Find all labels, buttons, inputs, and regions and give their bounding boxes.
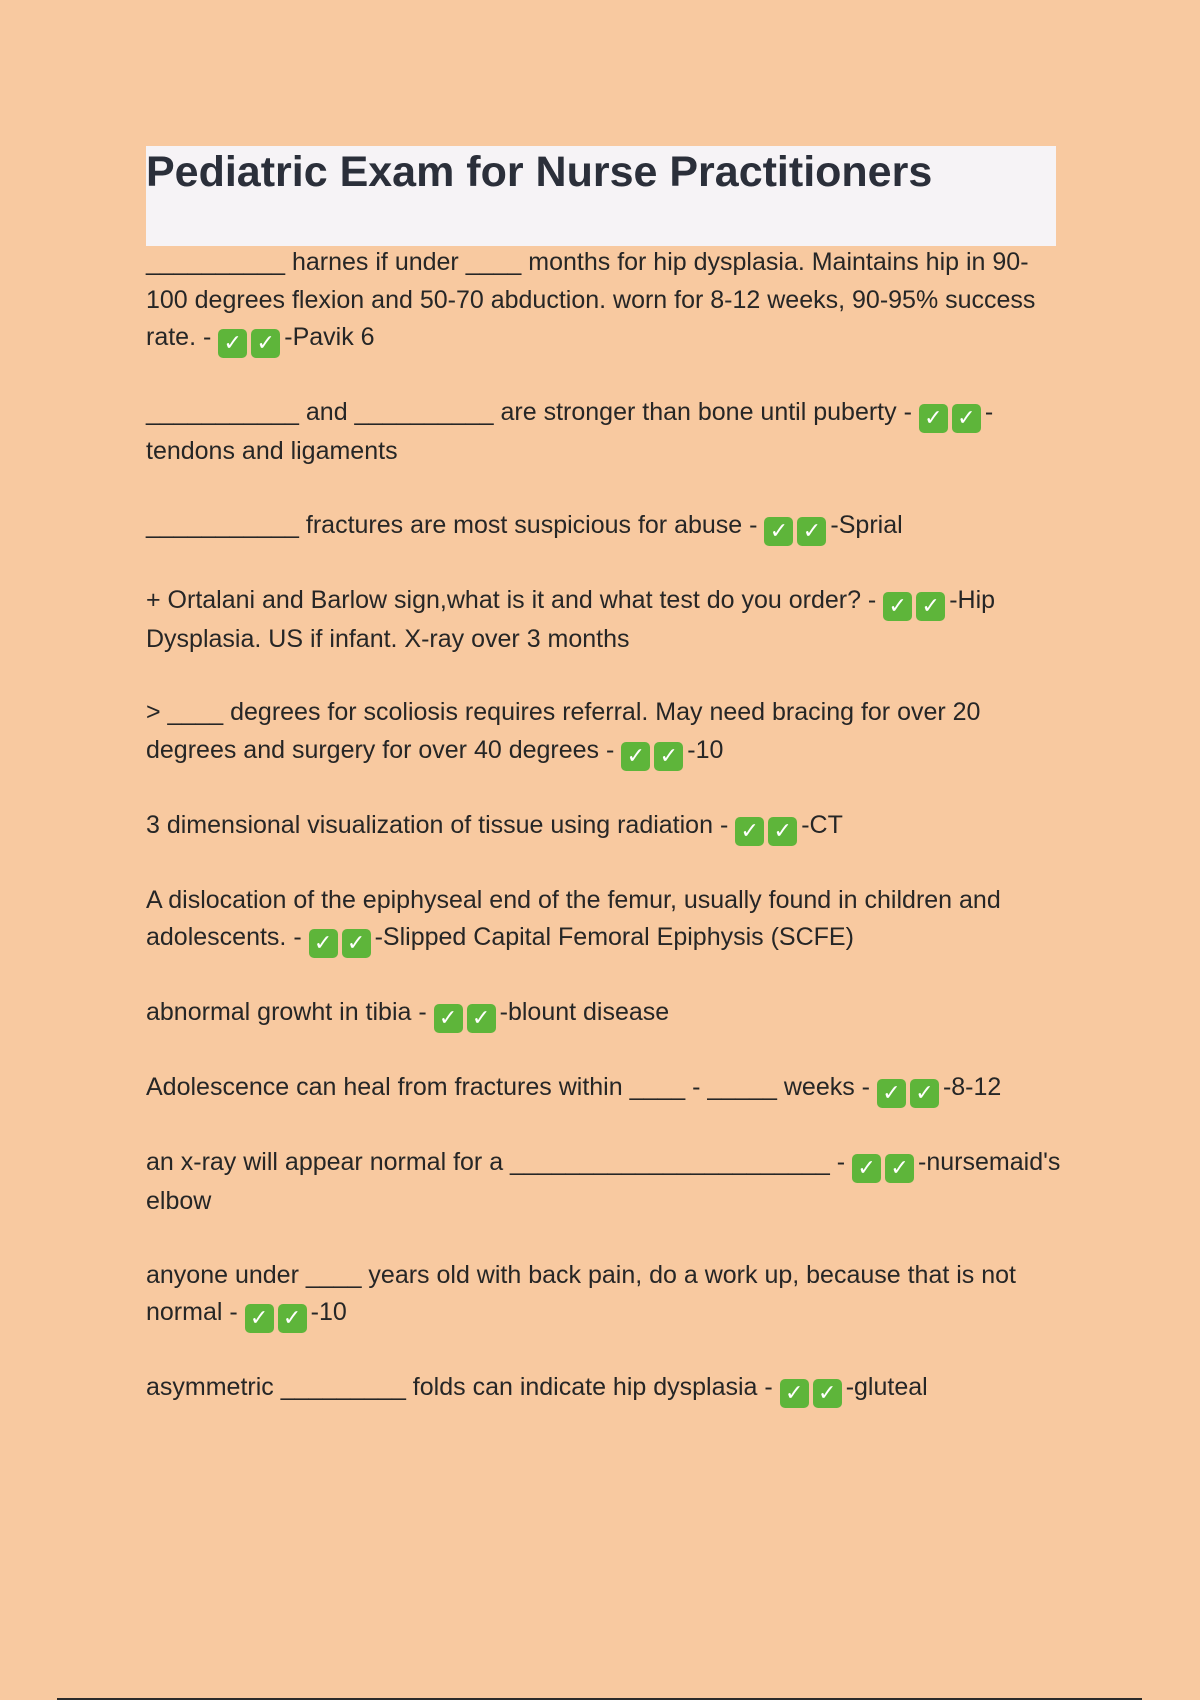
checkmark-icon: ✓ — [768, 817, 797, 846]
checkmark-icon: ✓ — [764, 517, 793, 546]
question-text: A dislocation of the epiphyseal end of the femur, usually found in children and adolescents. - — [146, 885, 1001, 951]
question-answer-item — [146, 582, 1066, 659]
page-title: Pediatric Exam for Nurse Practitioners — [146, 148, 933, 196]
question-answer-item — [146, 807, 1066, 846]
question-answer-item — [146, 994, 1066, 1033]
question-answer-item — [146, 1257, 1066, 1334]
question-text: + Ortalani and Barlow sign,what is it and what test do you order? - — [146, 585, 884, 614]
question-text: abnormal growht in tibia - — [146, 998, 434, 1026]
answer-text: -tendons and ligaments — [146, 398, 994, 465]
answer-text: -blount disease — [499, 998, 670, 1026]
answer-text: -Sprial — [830, 510, 903, 539]
check-marks — [883, 586, 949, 619]
checkmark-icon: ✓ — [278, 1304, 307, 1333]
answer-text: -gluteal — [845, 1373, 928, 1401]
question-answer-item — [146, 694, 1066, 771]
checkmark-icon: ✓ — [952, 404, 981, 433]
check-marks — [877, 1073, 943, 1106]
checkmark-icon: ✓ — [654, 742, 683, 771]
question-answer-item — [146, 1069, 1066, 1108]
check-marks — [852, 1148, 918, 1181]
question-text: an x-ray will appear normal for a _______________________ - — [146, 1148, 853, 1176]
answer-text: -8-12 — [942, 1073, 1002, 1101]
checkmark-icon: ✓ — [735, 817, 764, 846]
answer-text: -nursemaid's elbow — [146, 1148, 1061, 1215]
check-marks — [780, 1373, 846, 1406]
checkmark-icon: ✓ — [434, 1004, 463, 1033]
question-text: 3 dimensional visualization of tissue using radiation - — [146, 810, 736, 839]
question-answer-item — [146, 507, 1066, 546]
question-answer-item — [146, 394, 1066, 471]
check-marks — [919, 398, 985, 431]
title-banner — [146, 146, 1056, 246]
checkmark-icon: ✓ — [309, 929, 338, 958]
question-list — [146, 244, 1066, 1444]
question-text: > ____ degrees for scoliosis requires referral. May need bracing for over 20 degrees and surgery for over 40 degrees - — [146, 698, 981, 764]
checkmark-icon: ✓ — [877, 1079, 906, 1108]
question-text: ___________ fractures are most suspicious for abuse - — [146, 510, 765, 539]
question-answer-item — [146, 244, 1066, 358]
answer-text: -Hip Dysplasia. US if infant. X-ray over 3 months — [146, 585, 996, 653]
question-text: Adolescence can heal from fractures within ____ - _____ weeks - — [146, 1073, 877, 1101]
answer-text: -Slipped Capital Femoral Epiphysis (SCFE) — [374, 923, 854, 951]
checkmark-icon: ✓ — [852, 1154, 881, 1183]
check-marks — [218, 323, 284, 356]
checkmark-icon: ✓ — [245, 1304, 274, 1333]
answer-text: -CT — [801, 810, 843, 839]
check-marks — [309, 923, 375, 956]
answer-text: -Pavik 6 — [284, 323, 375, 351]
checkmark-icon: ✓ — [780, 1379, 809, 1408]
checkmark-icon: ✓ — [883, 592, 912, 621]
checkmark-icon: ✓ — [885, 1154, 914, 1183]
checkmark-icon: ✓ — [797, 517, 826, 546]
check-marks — [735, 811, 801, 844]
checkmark-icon: ✓ — [919, 404, 948, 433]
question-answer-item — [146, 1144, 1066, 1221]
question-text: anyone under ____ years old with back pain, do a work up, because that is not normal - — [146, 1260, 1017, 1326]
answer-text: -10 — [687, 735, 724, 764]
checkmark-icon: ✓ — [218, 329, 247, 358]
answer-text: -10 — [310, 1298, 347, 1326]
check-marks — [764, 511, 830, 544]
checkmark-icon: ✓ — [813, 1379, 842, 1408]
checkmark-icon: ✓ — [467, 1004, 496, 1033]
question-text: asymmetric _________ folds can indicate hip dysplasia - — [146, 1373, 780, 1401]
checkmark-icon: ✓ — [251, 329, 280, 358]
question-answer-item — [146, 882, 1066, 959]
question-answer-item — [146, 1369, 1066, 1408]
checkmark-icon: ✓ — [916, 592, 945, 621]
checkmark-icon: ✓ — [910, 1079, 939, 1108]
checkmark-icon: ✓ — [621, 742, 650, 771]
checkmark-icon: ✓ — [342, 929, 371, 958]
question-text: ___________ and __________ are stronger than bone until puberty - — [146, 398, 919, 426]
check-marks — [434, 998, 500, 1031]
check-marks — [621, 736, 687, 769]
check-marks — [245, 1298, 311, 1331]
question-text: __________ harnes if under ____ months for hip dysplasia. Maintains hip in 90-100 degrees flexion and 50-70 abduction. worn for 8-12 weeks, 90-95% success rate. - — [146, 248, 1036, 351]
